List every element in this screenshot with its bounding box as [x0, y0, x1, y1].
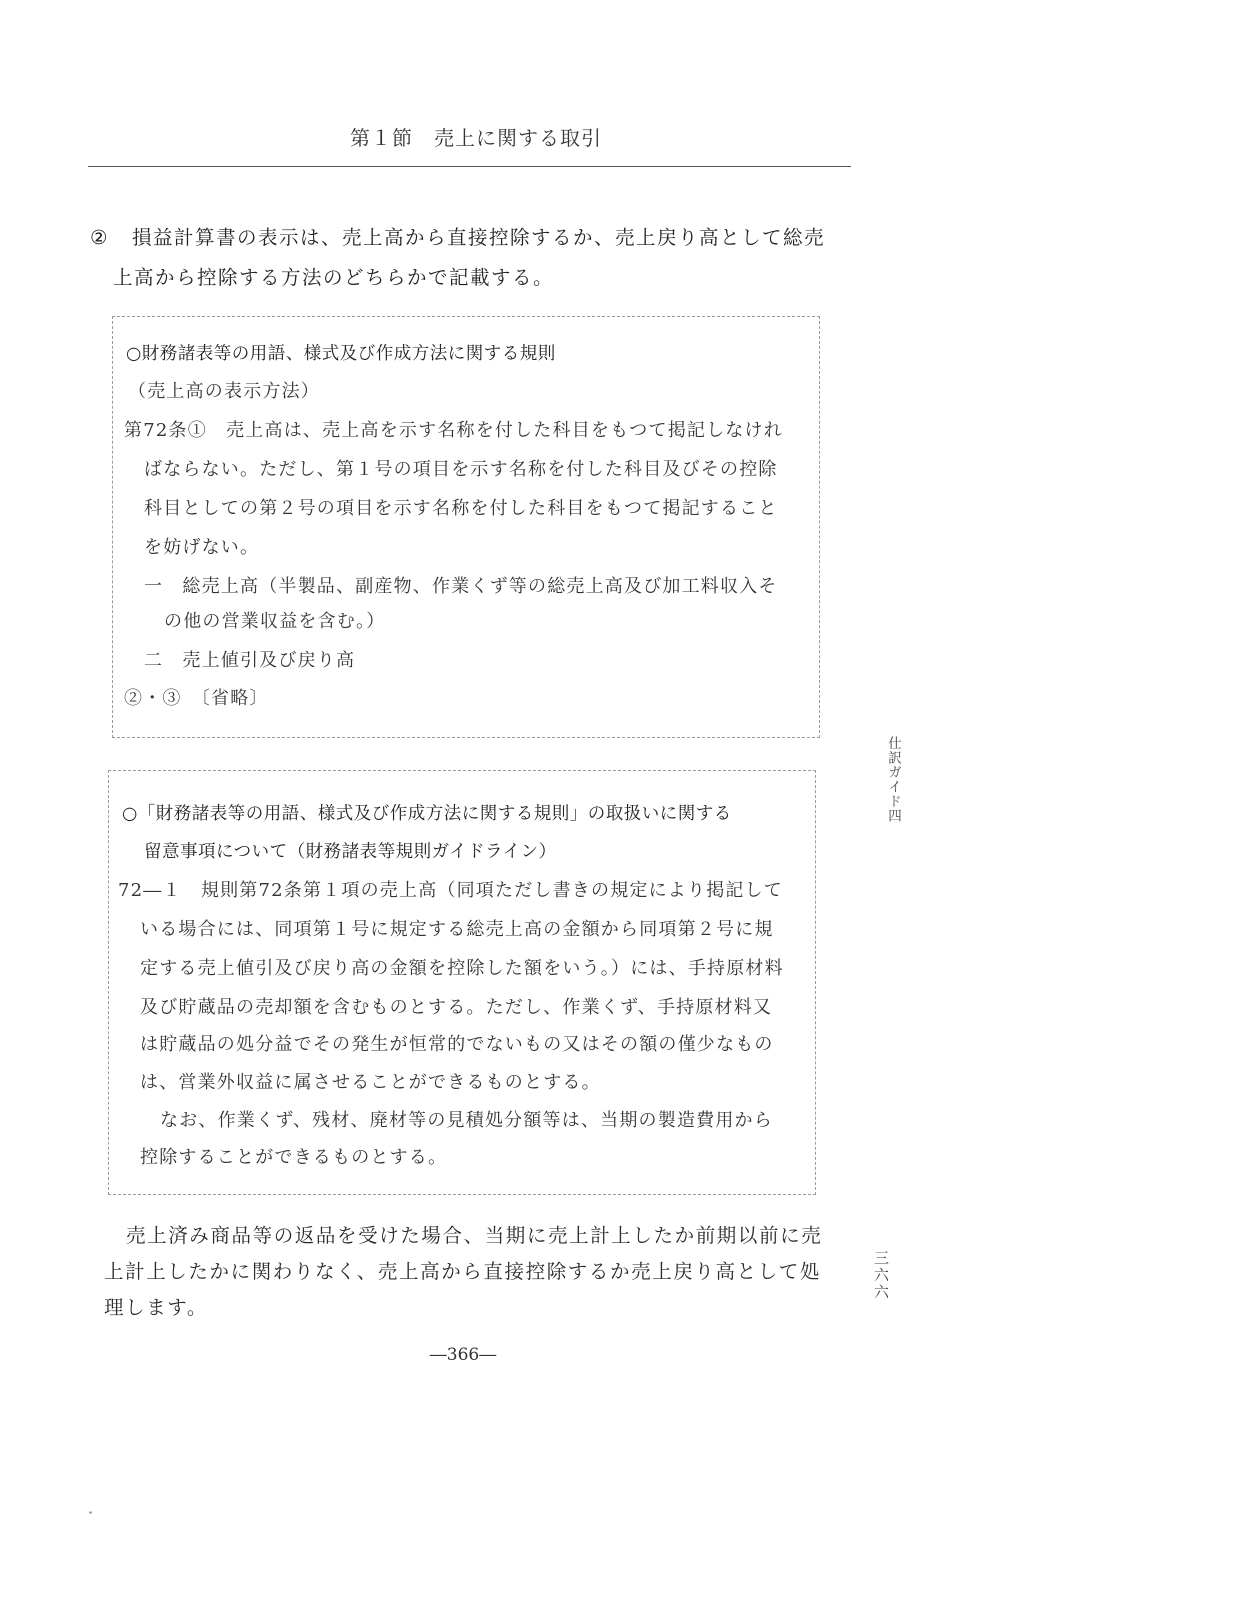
regulation-line: （売上高の表示方法） [128, 381, 320, 402]
regulation-line: 科目としての第２号の項目を示す名称を付した科目をもつて掲記すること [144, 498, 778, 519]
regulation-line: 二 売上値引及び戻り高 [144, 650, 356, 671]
regulation-line: の他の営業収益を含む。） [164, 611, 386, 632]
header-rule [88, 166, 851, 167]
guideline-line: いる場合には、同項第１号に規定する総売上高の金額から同項第２号に規 [140, 919, 774, 940]
regulation-line: 一 総売上高（半製品、副産物、作業くず等の総売上高及び加工料収入そ [144, 576, 778, 597]
side-margin-label: 仕訳ガイド四 [885, 736, 901, 823]
regulation-line: ばならない。ただし、第１号の項目を示す名称を付した科目及びその控除 [144, 459, 778, 480]
body-line: 理します。 [104, 1296, 208, 1319]
item-2-line-1: 損益計算書の表示は、売上高から直接控除するか、売上戻り高として総売 [132, 226, 826, 249]
page-header-title: 第１節 売上に関する取引 [350, 126, 602, 150]
guideline-line: 控除することができるものとする。 [140, 1147, 448, 1168]
side-margin-page-number: 三六六 [872, 1250, 890, 1301]
guideline-line: 及び貯蔵品の売却額を含むものとする。ただし、作業くず、手持原材料又 [140, 997, 773, 1018]
regulation-line: を妨げない。 [144, 537, 260, 558]
regulation-line: ②・③ 〔省略〕 [124, 688, 269, 709]
regulation-box-title: ○財務諸表等の用語、様式及び作成方法に関する規則 [126, 344, 556, 364]
regulation-line: 第72条① 売上高は、売上高を示す名称を付した科目をもつて掲記しなけれ [124, 420, 783, 441]
guideline-box-title-line-1: ○「財務諸表等の用語、様式及び作成方法に関する規則」の取扱いに関する [122, 804, 732, 824]
guideline-line: なお、作業くず、残材、廃材等の見積処分額等は、当期の製造費用から [160, 1110, 773, 1131]
guideline-line: 72―１ 規則第72条第１項の売上高（同項ただし書きの規定により掲記して [118, 880, 784, 901]
item-number: ② [90, 226, 109, 249]
guideline-box-title-line-2: 留意事項について（財務諸表等規則ガイドライン） [144, 842, 557, 862]
guideline-line: は、営業外収益に属させることができるものとする。 [140, 1072, 601, 1093]
page-number: ―366― [429, 1345, 497, 1365]
guideline-line: 定する売上値引及び戻り高の金額を控除した額をいう。）には、手持原材料 [140, 958, 784, 979]
item-2-line-2: 上高から控除する方法のどちらかで記載する。 [113, 266, 555, 289]
guideline-line: は貯蔵品の処分益でその発生が恒常的でないもの又はその額の僅少なもの [140, 1034, 774, 1055]
body-line: 売上済み商品等の返品を受けた場合、当期に売上計上したか前期以前に売 [126, 1224, 823, 1247]
scan-speck: ˇ [88, 1512, 93, 1523]
body-paragraph [104, 1218, 854, 1326]
item-2-paragraph [90, 218, 855, 298]
body-line: 上計上したかに関わりなく、売上高から直接控除するか売上戻り高として処 [104, 1260, 822, 1283]
